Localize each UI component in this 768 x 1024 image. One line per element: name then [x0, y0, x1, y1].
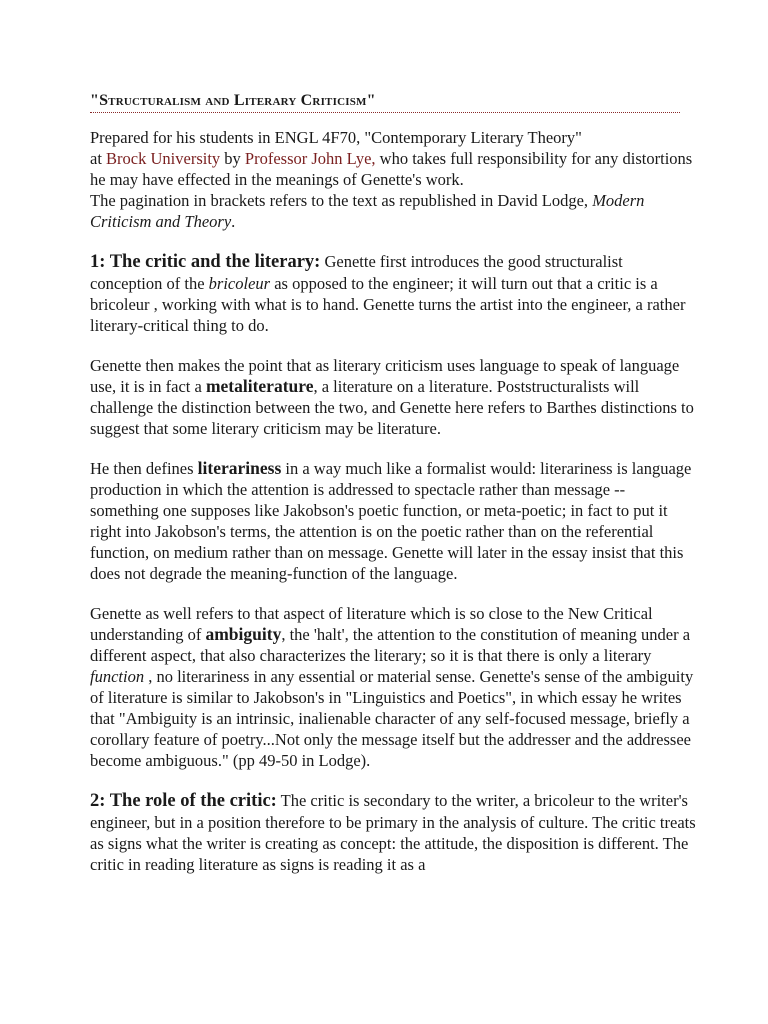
term-metaliterature: metaliterature [205, 376, 314, 396]
italic-term-bricoleur: bricoleur [208, 274, 271, 293]
book-title: Modern Criticism and Theory [90, 191, 645, 231]
ambiguity-paragraph: Genette as well refers to that aspect of literature which is so close to the New Critical understanding of ambiguity, the 'halt', the attention to the constitution of meaning under a different aspect, that also characterizes the literary; so it is that there is only a literary function , no literariness in any essential or material sense. Genette's sense of the ambiguity of literature is similar to Jakobson's in "Linguistics and Poetics", in which essay he writes that "Ambiguity is an intrinsic, inalienable character of any self-focused message, briefly a corollary feature of poetry...Not only the message itself but the addresser and the addressee become ambiguous." (pp 49-50 in Lodge). [90, 604, 694, 770]
professor-john-lye-link[interactable]: Professor John Lye, [244, 149, 376, 168]
pagination-note: The pagination in brackets refers to the text as republished in David Lodge, [90, 191, 593, 210]
term-literariness: literariness [197, 458, 282, 478]
intro-paragraph: Prepared for his students in ENGL 4F70, "Contemporary Literary Theory" at Brock University by Professor John Lye, who takes full responsibility for any distortions he may have effected in the meanings of Genette's work. The pagination in brackets refers to the text as republished in David Lodge, Modern Criticism and Theory. [90, 128, 693, 231]
section-1-paragraph: 1: The critic and the literary: Genette first introduces the good structuralist conception of the bricoleur as opposed to the engineer; it will turn out that a critic is a bricoleur , working with what is to hand. Genette turns the artist into the engineer, a rather literary-critical thing to do. [90, 252, 686, 335]
section-2-heading: 2: The role of the critic: [90, 791, 277, 811]
section-1-heading: 1: The critic and the literary: [90, 252, 321, 272]
literariness-paragraph: He then defines literariness in a way much like a formalist would: literariness is language production in which the attention is addressed to spectacle rather than message -- something one supposes like Jakobson's poetic function, or meta-poetic; in fact to put it right into Jakobson's terms, the attention is on the poetic rather than on the referential function, on medium rather than on message. Genette will later in the essay insist that this does not degrade the meaning-function of the language. [90, 458, 692, 583]
intro-line: Prepared for his students in ENGL 4F70, "Contemporary Literary Theory" [90, 128, 582, 147]
term-ambiguity: ambiguity [205, 624, 282, 644]
brock-university-link[interactable]: Brock University [106, 149, 221, 168]
section-2-paragraph: 2: The role of the critic: The critic is secondary to the writer, a bricoleur to the writer's engineer, but in a position therefore to be primary in the analysis of culture. The critic treats as signs what the writer is creating as concept: the attitude, the disposition is different. The critic in reading literature as signs is reading it as a [90, 791, 696, 874]
metaliterature-paragraph: Genette then makes the point that as literary criticism uses language to speak of language use, it is in fact a metaliterature, a literature on a literature. Poststructuralists will challenge the distinction between the two, and Genette here refers to Barthes distinctions to suggest that some literary criticism may be literature. [90, 356, 694, 438]
italic-term-function: function [90, 667, 145, 686]
document-title: "Structuralism and Literary Criticism" [90, 92, 680, 113]
